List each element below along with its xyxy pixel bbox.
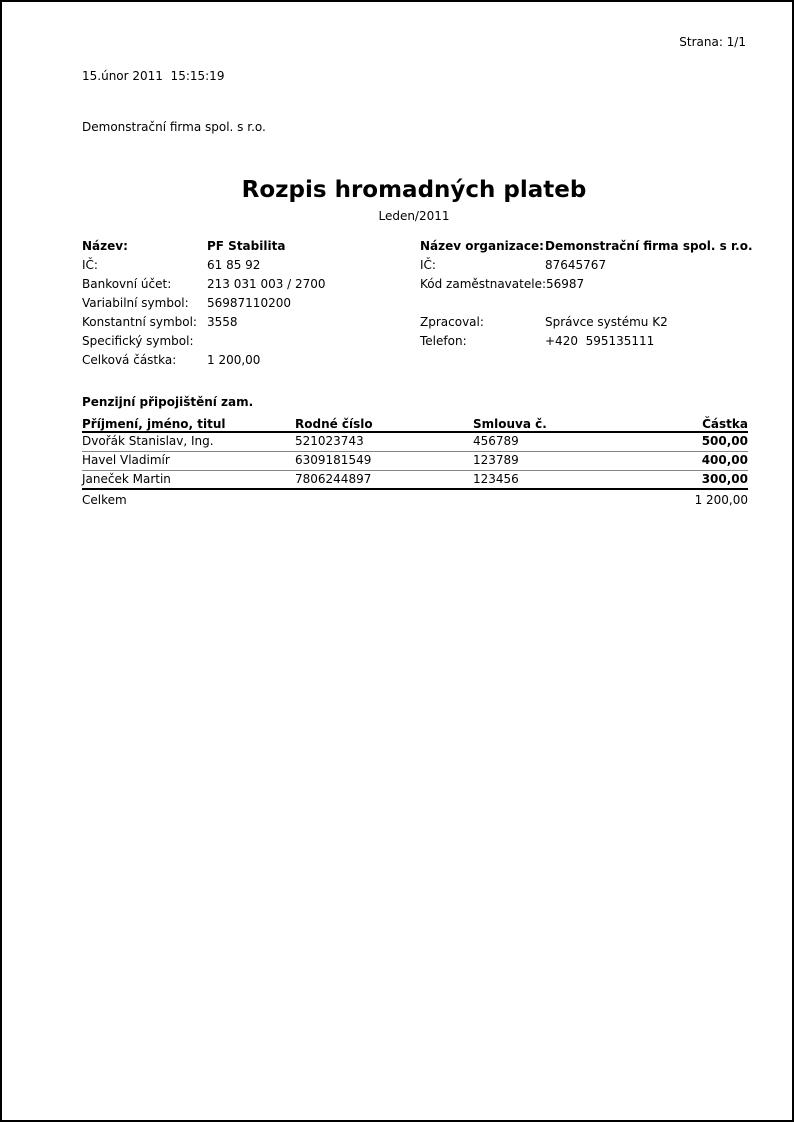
table-row — [82, 451, 748, 470]
table-row — [82, 432, 748, 451]
table-row — [82, 470, 748, 489]
cell-birth-number: 6309181549 — [295, 451, 473, 470]
payments-section-title: Penzijní připojištění zam. — [82, 395, 254, 409]
column-header-birth-number: Rodné číslo — [295, 412, 473, 432]
organization-info — [420, 237, 753, 370]
info-label: Variabilní symbol: — [82, 296, 189, 310]
info-value: 61 85 92 — [207, 258, 261, 272]
info-row-telefon — [420, 332, 753, 351]
company-name: Demonstrační firma spol. s r.o. — [82, 120, 266, 134]
total-spacer — [473, 489, 648, 509]
info-value — [207, 332, 420, 351]
column-header-contract: Smlouva č. — [473, 412, 648, 432]
cell-contract: 123456 — [473, 470, 648, 489]
info-value: 1 200,00 — [207, 353, 261, 367]
info-label: Kód zaměstnavatele: — [420, 277, 546, 291]
header-left-block — [82, 34, 266, 170]
info-row-variabilni-symbol — [82, 294, 420, 313]
cell-amount: 500,00 — [648, 432, 748, 451]
info-row-konstantni-symbol — [82, 313, 420, 332]
cell-amount: 400,00 — [648, 451, 748, 470]
info-row-bankovni-ucet — [82, 275, 420, 294]
info-value — [545, 294, 753, 313]
info-row-nazev — [82, 237, 420, 256]
info-label: Celková částka: — [82, 353, 177, 367]
recipient-info — [82, 237, 420, 370]
info-value: 3558 — [207, 315, 238, 329]
info-value: PF Stabilita — [207, 239, 286, 253]
report-period: Leden/2011 — [378, 209, 450, 223]
cell-name: Havel Vladimír — [82, 451, 295, 470]
cell-name: Dvořák Stanislav, Ing. — [82, 432, 295, 451]
report-content — [2, 2, 792, 509]
info-section — [82, 237, 753, 370]
info-label: Název organizace: — [420, 239, 544, 253]
info-label: IČ: — [82, 258, 98, 272]
info-label — [420, 294, 545, 313]
cell-name: Janeček Martin — [82, 470, 295, 489]
info-row-ic — [82, 256, 420, 275]
info-row-specificky-symbol — [82, 332, 420, 351]
column-header-amount: Částka — [648, 412, 748, 432]
total-label: Celkem — [82, 493, 127, 507]
info-label: Zpracoval: — [420, 315, 484, 329]
page-number: Strana: 1/1 — [679, 35, 746, 49]
cell-birth-number: 521023743 — [295, 432, 473, 451]
info-label: Bankovní účet: — [82, 277, 172, 291]
report-datetime: 15.únor 2011 15:15:19 — [82, 69, 225, 83]
table-header-row — [82, 412, 748, 432]
info-value: 56987110200 — [207, 296, 291, 310]
total-row — [82, 489, 748, 509]
info-value: 213 031 003 / 2700 — [207, 277, 326, 291]
info-row-nazev-organizace — [420, 237, 753, 256]
info-row-zpracoval — [420, 313, 753, 332]
info-row-celkova-castka — [82, 351, 420, 370]
column-header-name: Příjmení, jméno, titul — [82, 412, 295, 432]
total-spacer — [295, 489, 473, 509]
info-label: IČ: — [420, 258, 436, 272]
info-label: Název: — [82, 239, 128, 253]
cell-contract: 123789 — [473, 451, 648, 470]
info-label: Telefon: — [420, 334, 467, 348]
info-value: 56987 — [546, 277, 585, 291]
info-label: Specifický symbol: — [82, 334, 194, 348]
cell-birth-number: 7806244897 — [295, 470, 473, 489]
info-value: Demonstrační firma spol. s r.o. — [545, 239, 753, 253]
report-title: Rozpis hromadných plateb — [241, 177, 587, 203]
info-value: 87645767 — [545, 258, 607, 272]
total-amount: 1 200,00 — [694, 493, 748, 507]
info-row-ic-organizace — [420, 256, 753, 275]
report-header — [82, 34, 746, 170]
info-value: Správce systému K2 — [545, 315, 668, 329]
info-value: +420 595135111 — [545, 334, 655, 348]
info-label: Konstantní symbol: — [82, 315, 197, 329]
cell-contract: 456789 — [473, 432, 648, 451]
info-row-spacer — [420, 294, 753, 313]
info-row-kod-zamestnavatele — [420, 275, 753, 294]
payments-table — [82, 412, 748, 509]
cell-amount: 300,00 — [648, 470, 748, 489]
